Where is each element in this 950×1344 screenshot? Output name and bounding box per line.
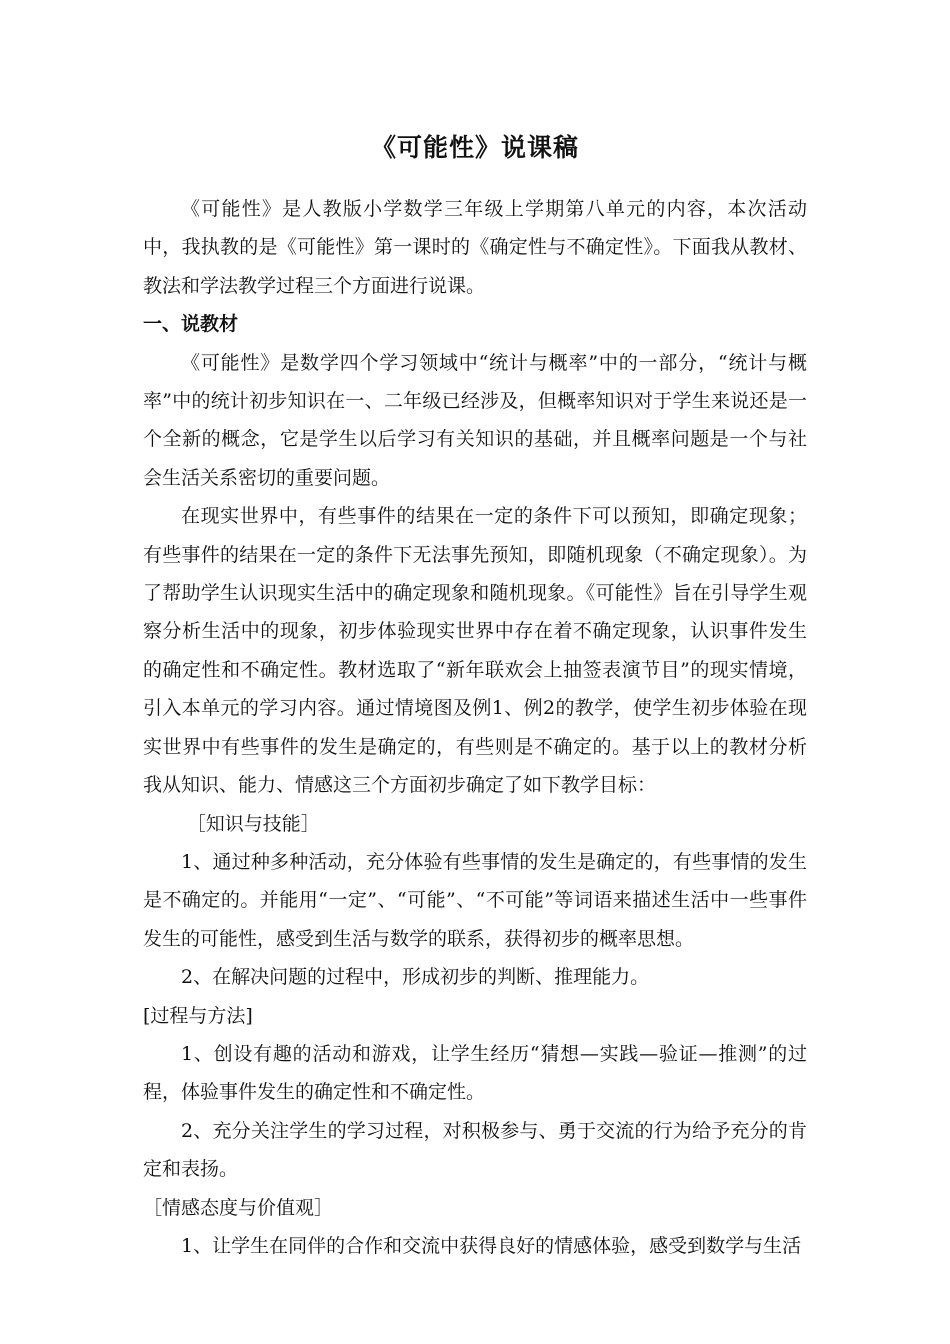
goal-process-item-1: 1、创设有趣的活动和游戏，让学生经历“猜想—实践—验证—推测”的过程，体验事件发生的确定性和不确定性。 (143, 1042, 807, 1104)
document-title: 《可能性》说课稿 (370, 133, 579, 162)
goal-attitude-item-1: 1、让学生在同伴的合作和交流中获得良好的情感体验，感受到数学与生活 (181, 1234, 802, 1257)
section-heading-textbook: 一、说教材 (143, 313, 239, 336)
goal-heading-attitude: ［情感态度与价值观］ (143, 1196, 334, 1219)
goal-heading-knowledge: ［知识与技能］ (186, 812, 320, 835)
textbook-paragraph-2: 在现实世界中，有些事件的结果在一定的条件下可以预知，即确定现象；有些事件的结果在一定的条件下无法事先预知，即随机现象（不确定现象）。为了帮助学生认识现实生活中的确定现象和随机现象。《可能性》旨在引导学生观察分析生活中的现象，初步体验现实世界中存在着不确定现象，认识事件发生的确定性和不确定性。教材选取了“新年联欢会上抽签表演节目”的现实情境，引入本单元的学习内容。通过情境图及例1、例2的教学，使学生初步体验在现实世界中有些事件的发生是确定的，有些则是不确定的。基于以上的教材分析我从知识、能力、情感这三个方面初步确定了如下教学目标： (143, 505, 807, 797)
intro-paragraph: 《可能性》是人教版小学数学三年级上学期第八单元的内容，本次活动中，我执教的是《可能性》第一课时的《确定性与不确定性》。下面我从教材、教法和学法教学过程三个方面进行说课。 (143, 198, 807, 297)
textbook-paragraph-1: 《可能性》是数学四个学习领域中“统计与概率”中的一部分，“统计与概率”中的统计初步知识在一、二年级已经涉及，但概率知识对于学生来说还是一个全新的概念，它是学生以后学习有关知识的基础，并且概率问题是一个与社会生活关系密切的重要问题。 (143, 351, 807, 489)
document-body (143, 190, 807, 1265)
goal-knowledge-item-1: 1、通过种多种活动，充分体验有些事情的发生是确定的，有些事情的发生是不确定的。并能用“一定”、“可能”、“不可能”等词语来描述生活中一些事件发生的可能性，感受到生活与数学的联系，获得初步的概率思想。 (143, 850, 807, 950)
goal-knowledge-item-2: 2、在解决问题的过程中，形成初步的判断、推理能力。 (181, 966, 650, 989)
goal-heading-process: [过程与方法] (143, 1004, 253, 1027)
goal-process-item-2: 2、充分关注学生的学习过程，对积极参与、勇于交流的行为给予充分的肯定和表扬。 (143, 1119, 807, 1181)
